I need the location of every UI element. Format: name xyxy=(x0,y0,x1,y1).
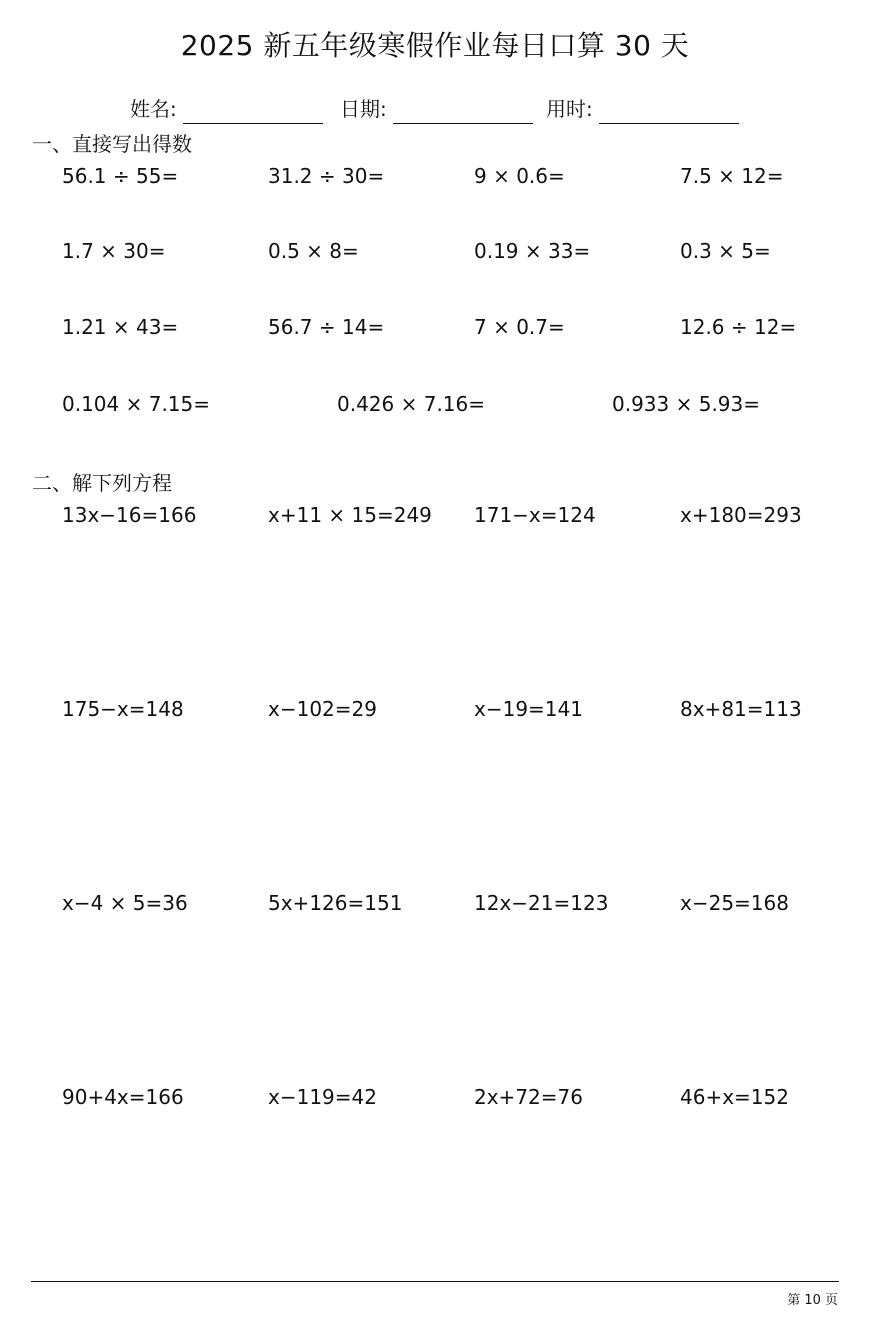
equation: x−25=168 xyxy=(680,891,789,915)
date-field[interactable] xyxy=(340,94,533,124)
name-blank[interactable] xyxy=(183,101,323,124)
equation: 12x−21=123 xyxy=(474,891,609,915)
section-1-title: 一、直接写出得数 xyxy=(32,132,192,156)
calc-problem: 7.5 × 12= xyxy=(680,164,784,188)
date-label: 日期: xyxy=(340,97,387,121)
time-field[interactable] xyxy=(546,94,739,124)
equation: 175−x=148 xyxy=(62,697,184,721)
time-blank[interactable] xyxy=(599,101,739,124)
page-number: 第 10 页 xyxy=(787,1293,838,1308)
section-2-title: 二、解下列方程 xyxy=(32,471,172,495)
time-label: 用时: xyxy=(546,97,593,121)
worksheet-title: 2025 新五年级寒假作业每日口算 30 天 xyxy=(180,29,690,62)
name-label: 姓名: xyxy=(130,97,177,121)
equation: 2x+72=76 xyxy=(474,1085,583,1109)
calc-problem: 9 × 0.6= xyxy=(474,164,565,188)
calc-problem: 7 × 0.7= xyxy=(474,315,565,339)
student-info-row xyxy=(0,94,870,124)
calc-problem: 0.19 × 33= xyxy=(474,239,591,263)
calc-problem: 12.6 ÷ 12= xyxy=(680,315,797,339)
date-blank[interactable] xyxy=(393,101,533,124)
equation: 171−x=124 xyxy=(474,503,596,527)
footer-divider xyxy=(31,1281,839,1282)
calc-problem: 56.7 ÷ 14= xyxy=(268,315,385,339)
calc-problem: 56.1 ÷ 55= xyxy=(62,164,179,188)
calc-problem: 0.933 × 5.93= xyxy=(612,392,761,416)
name-field[interactable] xyxy=(130,94,323,124)
equation: x+180=293 xyxy=(680,503,802,527)
calc-problem: 31.2 ÷ 30= xyxy=(268,164,385,188)
calc-problem: 0.104 × 7.15= xyxy=(62,392,211,416)
calc-problem: 0.5 × 8= xyxy=(268,239,359,263)
calc-problem: 1.21 × 43= xyxy=(62,315,179,339)
equation: x−119=42 xyxy=(268,1085,377,1109)
calc-problem: 1.7 × 30= xyxy=(62,239,166,263)
equation: 8x+81=113 xyxy=(680,697,802,721)
equation: 5x+126=151 xyxy=(268,891,403,915)
equation: x−19=141 xyxy=(474,697,583,721)
equation: 90+4x=166 xyxy=(62,1085,184,1109)
equation: x−4 × 5=36 xyxy=(62,891,188,915)
equation: 46+x=152 xyxy=(680,1085,789,1109)
equation: x+11 × 15=249 xyxy=(268,503,432,527)
equation: x−102=29 xyxy=(268,697,377,721)
equation: 13x−16=166 xyxy=(62,503,197,527)
calc-problem: 0.3 × 5= xyxy=(680,239,771,263)
calc-problem: 0.426 × 7.16= xyxy=(337,392,486,416)
